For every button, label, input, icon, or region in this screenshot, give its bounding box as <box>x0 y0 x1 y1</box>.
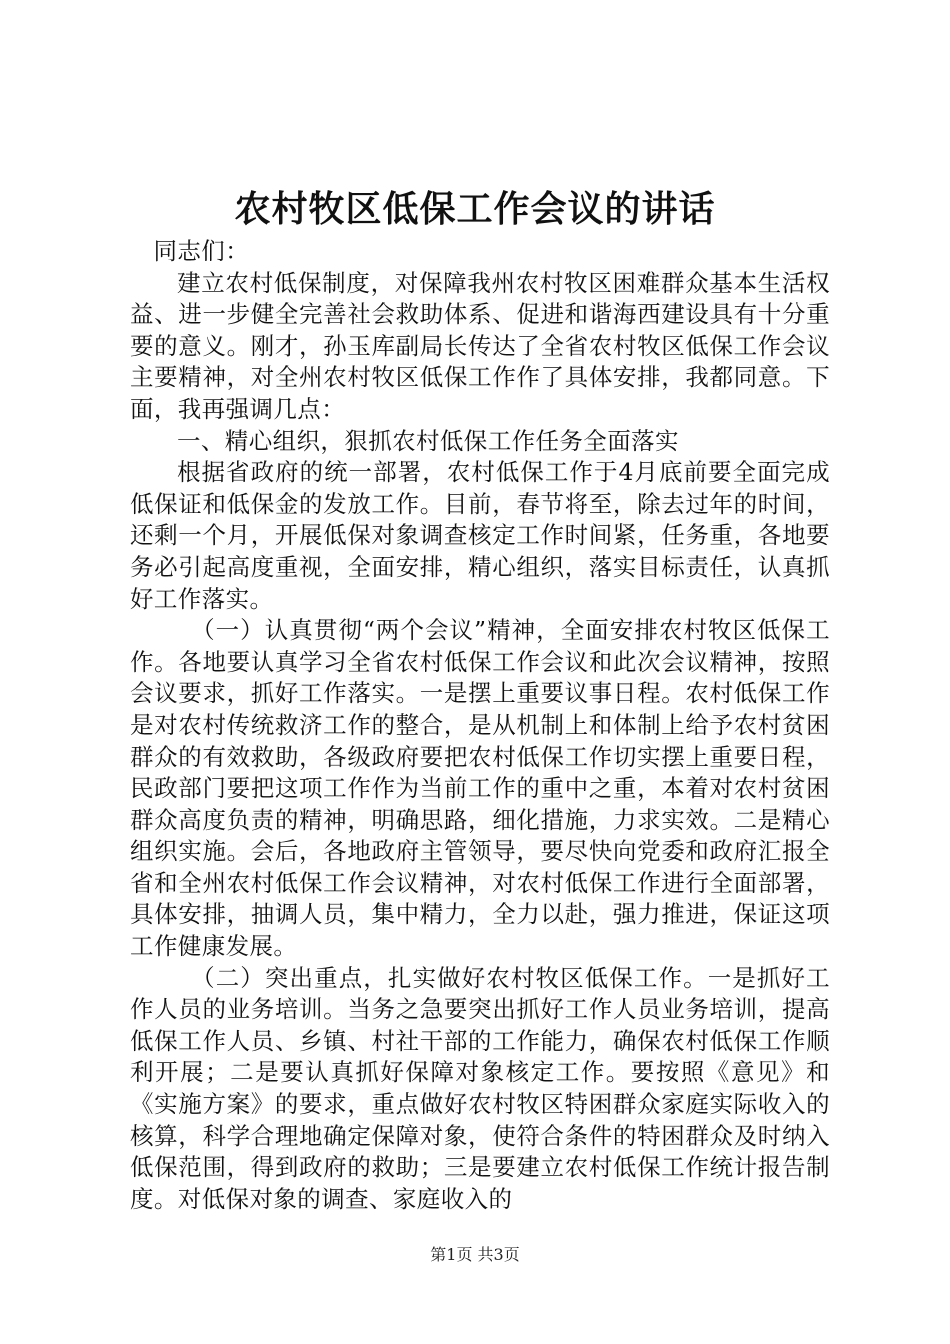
body-paragraph: 根据省政府的统一部署，农村低保工作于4月底前要全面完成低保证和低保金的发放工作。目前，春节将至，除去过年的时间，还剩一个月，开展低保对象调查核定工作时间紧，任务重，各地要务必引起高度重视，全面安排，精心组织，落实目标责任，认真抓好工作落实。 <box>130 458 830 613</box>
document-body <box>130 236 830 1215</box>
greeting-paragraph: 同志们： <box>153 237 250 265</box>
page-footer: 第1页 共3页 <box>430 1245 520 1264</box>
subsection-paragraph-1: （一）认真贯彻“两个会议”精神，全面安排农村牧区低保工作。各地要认真学习全省农村低保工作会议和此次会议精神，按照会议要求，抓好工作落实。一是摆上重要议事日程。农村低保工作是对农村传统救济工作的整合，是从机制上和体制上给予农村贫困群众的有效救助，各级政府要把农村低保工作切实摆上重要日程，民政部门要把这项工作作为当前工作的重中之重，本着对农村贫困群众高度负责的精神，明确思路，细化措施，力求实效。二是精心组织实施。会后，各地政府主管领导，要尽快向党委和政府汇报全省和全州农村低保工作会议精神，对农村低保工作进行全面部署，具体安排，抽调人员，集中精力，全力以赴，强力推进，保证这项工作健康发展。 <box>130 616 830 961</box>
document-title: 农村牧区低保工作会议的讲话 <box>234 188 716 230</box>
section-heading-1: 一、精心组织，狠抓农村低保工作任务全面落实 <box>177 426 679 455</box>
intro-paragraph: 建立农村低保制度，对保障我州农村牧区困难群众基本生活权益、进一步健全完善社会救助体系、促进和谐海西建设具有十分重要的意义。刚才，孙玉库副局长传达了全省农村牧区低保工作会议主要精神，对全州农村牧区低保工作作了具体安排，我都同意。下面，我再强调几点： <box>130 268 830 423</box>
subsection-paragraph-2: （二）突出重点，扎实做好农村牧区低保工作。一是抓好工作人员的业务培训。当务之急要突出抓好工作人员业务培训，提高低保工作人员、乡镇、村社干部的工作能力，确保农村低保工作顺利开展；二是要认真抓好保障对象核定工作。要按照《意见》和《实施方案》的要求，重点做好农村牧区特困群众家庭实际收入的核算，科学合理地确定保障对象，使符合条件的特困群众及时纳入低保范围，得到政府的救助；三是要建立农村低保工作统计报告制度。对低保对象的调查、家庭收入的 <box>130 963 830 1213</box>
